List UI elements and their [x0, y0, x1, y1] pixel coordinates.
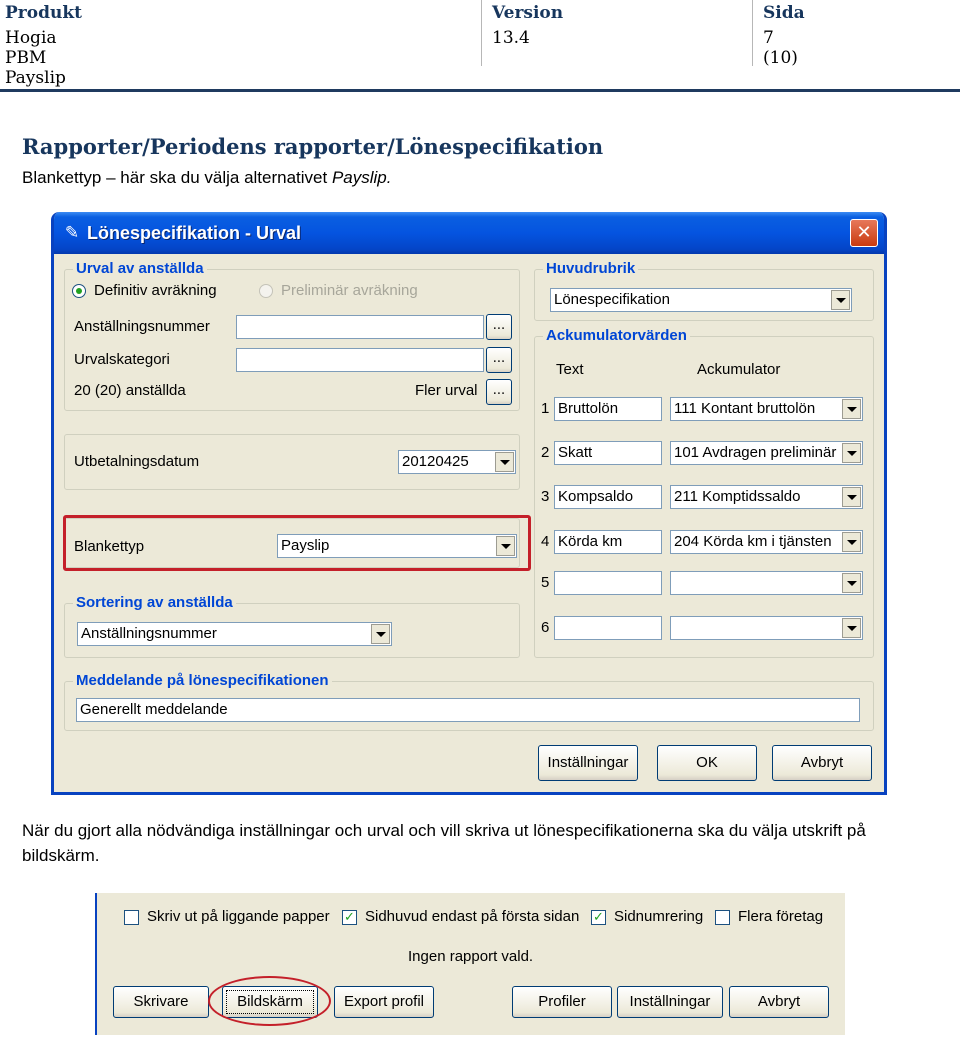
- checkmark-icon: ✓: [593, 910, 604, 925]
- ack-select-5[interactable]: [670, 571, 863, 595]
- header-divider: [481, 0, 482, 66]
- bildskarm-button[interactable]: Bildskärm: [222, 986, 318, 1018]
- installningar-button[interactable]: Inställningar: [538, 745, 638, 781]
- ack-select-1[interactable]: [670, 397, 863, 421]
- export-profil-button[interactable]: Export profil: [334, 986, 434, 1018]
- check-flera[interactable]: [715, 910, 730, 925]
- radio-preliminar[interactable]: [259, 284, 273, 298]
- page-label: Sida: [763, 3, 805, 23]
- check-flera-label[interactable]: Flera företag: [738, 908, 824, 925]
- fler-urval-label: Fler urval: [415, 382, 478, 399]
- column-header-text: Text: [556, 361, 584, 378]
- subtitle-emphasis: Payslip.: [331, 168, 392, 187]
- huvudrubrik-select[interactable]: [550, 288, 852, 312]
- chevron-down-icon[interactable]: [842, 487, 861, 507]
- row-number: 1: [541, 400, 550, 417]
- avbryt-button[interactable]: Avbryt: [772, 745, 872, 781]
- ack-text-field-5[interactable]: [554, 571, 662, 595]
- sortering-legend: Sortering av anställda: [73, 594, 236, 611]
- chevron-down-icon[interactable]: [842, 573, 861, 593]
- anstallningsnummer-label: Anställningsnummer: [74, 318, 210, 335]
- product-value: Hogia PBM Payslip: [5, 28, 66, 88]
- header-divider: [752, 0, 753, 66]
- dialog-titlebar[interactable]: [54, 212, 884, 254]
- anstallningsnummer-field[interactable]: [236, 315, 484, 339]
- close-button[interactable]: [850, 219, 878, 247]
- chevron-down-icon[interactable]: [371, 624, 390, 644]
- subtitle-text: Blankettyp – här ska du välja alternativet: [22, 168, 332, 187]
- huvudrubrik-legend: Huvudrubrik: [543, 260, 638, 277]
- radio-definitiv[interactable]: [72, 284, 86, 298]
- row-number: 6: [541, 619, 550, 636]
- ack-text-field-6[interactable]: [554, 616, 662, 640]
- profiler-button[interactable]: Profiler: [512, 986, 612, 1018]
- close-icon: ✕: [856, 222, 872, 243]
- check-liggande[interactable]: [124, 910, 139, 925]
- ack-select-3[interactable]: [670, 485, 863, 509]
- ack-text-field-3[interactable]: Kompsaldo: [554, 485, 662, 509]
- ack-select-value: 211 Komptidssaldo: [674, 488, 801, 505]
- utbetalningsdatum-select[interactable]: [398, 450, 516, 474]
- ack-text-field-4[interactable]: Körda km: [554, 530, 662, 554]
- dialog-title: Lönespecifikation - Urval: [87, 223, 302, 243]
- row-number: 3: [541, 488, 550, 505]
- meddelande-legend: Meddelande på lönespecifikationen: [73, 672, 332, 689]
- product-label: Produkt: [5, 3, 82, 23]
- status-text: Ingen rapport vald.: [408, 948, 534, 965]
- chevron-down-icon[interactable]: [842, 532, 861, 552]
- page-title: Rapporter/Periodens rapporter/Lönespecifikation: [22, 134, 604, 159]
- ack-select-2[interactable]: [670, 441, 863, 465]
- ack-select-4[interactable]: [670, 530, 863, 554]
- avbryt-button[interactable]: Avbryt: [729, 986, 829, 1018]
- check-liggande-label[interactable]: Skriv ut på liggande papper: [147, 908, 330, 925]
- huvudrubrik-value: Lönespecifikation: [554, 291, 670, 308]
- utbetalningsdatum-label: Utbetalningsdatum: [74, 453, 200, 470]
- urval-legend: Urval av anställda: [73, 260, 207, 277]
- blankettyp-label: Blankettyp: [74, 538, 145, 555]
- ack-select-value: 111 Kontant bruttolön: [674, 400, 816, 417]
- chevron-down-icon[interactable]: [495, 452, 514, 472]
- column-header-ackumulator: Ackumulator: [697, 361, 781, 378]
- instruction-paragraph: När du gjort alla nödvändiga inställningar och urval och vill skriva ut lönespecifikationerna ska du välja utskrift på bildskärm.: [22, 821, 866, 865]
- lonespecifikation-dialog: [51, 212, 887, 795]
- page-subtitle: [22, 168, 391, 188]
- fler-urval-button[interactable]: ...: [486, 379, 512, 405]
- app-icon: ✎: [64, 223, 80, 243]
- radio-definitiv-label[interactable]: Definitiv avräkning: [94, 282, 217, 299]
- employee-count: 20 (20) anställda: [74, 382, 186, 399]
- sortering-select[interactable]: [77, 622, 392, 646]
- version-label: Version: [492, 3, 564, 23]
- chevron-down-icon[interactable]: [842, 399, 861, 419]
- print-settings-panel: [95, 893, 845, 1035]
- urvalskategori-field[interactable]: [236, 348, 484, 372]
- bildskarm-highlight: [208, 976, 331, 1026]
- ackumulator-legend: Ackumulatorvärden: [543, 327, 690, 344]
- chevron-down-icon[interactable]: [842, 443, 861, 463]
- row-number: 2: [541, 444, 550, 461]
- check-sidnumrering-label[interactable]: Sidnumrering: [614, 908, 704, 925]
- utbetalningsdatum-value: 20120425: [402, 453, 469, 470]
- check-sidhuvud[interactable]: [342, 910, 357, 925]
- meddelande-field[interactable]: Generellt meddelande: [76, 698, 860, 722]
- chevron-down-icon[interactable]: [831, 290, 850, 310]
- ack-select-value: 101 Avdragen preliminär: [674, 444, 837, 461]
- sortering-value: Anställningsnummer: [81, 625, 217, 642]
- ack-text-field-2[interactable]: Skatt: [554, 441, 662, 465]
- ack-text-field-1[interactable]: Bruttolön: [554, 397, 662, 421]
- ok-button[interactable]: OK: [657, 745, 757, 781]
- version-value: 13.4: [492, 28, 530, 48]
- row-number: 4: [541, 533, 550, 550]
- ack-select-value: 204 Körda km i tjänsten: [674, 533, 832, 550]
- installningar-button[interactable]: Inställningar: [617, 986, 723, 1018]
- check-sidhuvud-label[interactable]: Sidhuvud endast på första sidan: [365, 908, 580, 925]
- document-header: [0, 0, 960, 92]
- chevron-down-icon[interactable]: [842, 618, 861, 638]
- row-number: 5: [541, 574, 550, 591]
- check-sidnumrering[interactable]: [591, 910, 606, 925]
- radio-preliminar-label[interactable]: Preliminär avräkning: [281, 282, 418, 299]
- ack-select-6[interactable]: [670, 616, 863, 640]
- blankettyp-value: Payslip: [281, 537, 330, 554]
- urvalskategori-label: Urvalskategori: [74, 351, 170, 368]
- skrivare-button[interactable]: Skrivare: [113, 986, 209, 1018]
- page-value: 7 (10): [763, 28, 798, 68]
- blankettyp-highlight: [63, 515, 531, 571]
- anstallningsnummer-browse-button[interactable]: ...: [486, 314, 512, 340]
- checkmark-icon: ✓: [344, 910, 355, 925]
- urvalskategori-browse-button[interactable]: ...: [486, 347, 512, 373]
